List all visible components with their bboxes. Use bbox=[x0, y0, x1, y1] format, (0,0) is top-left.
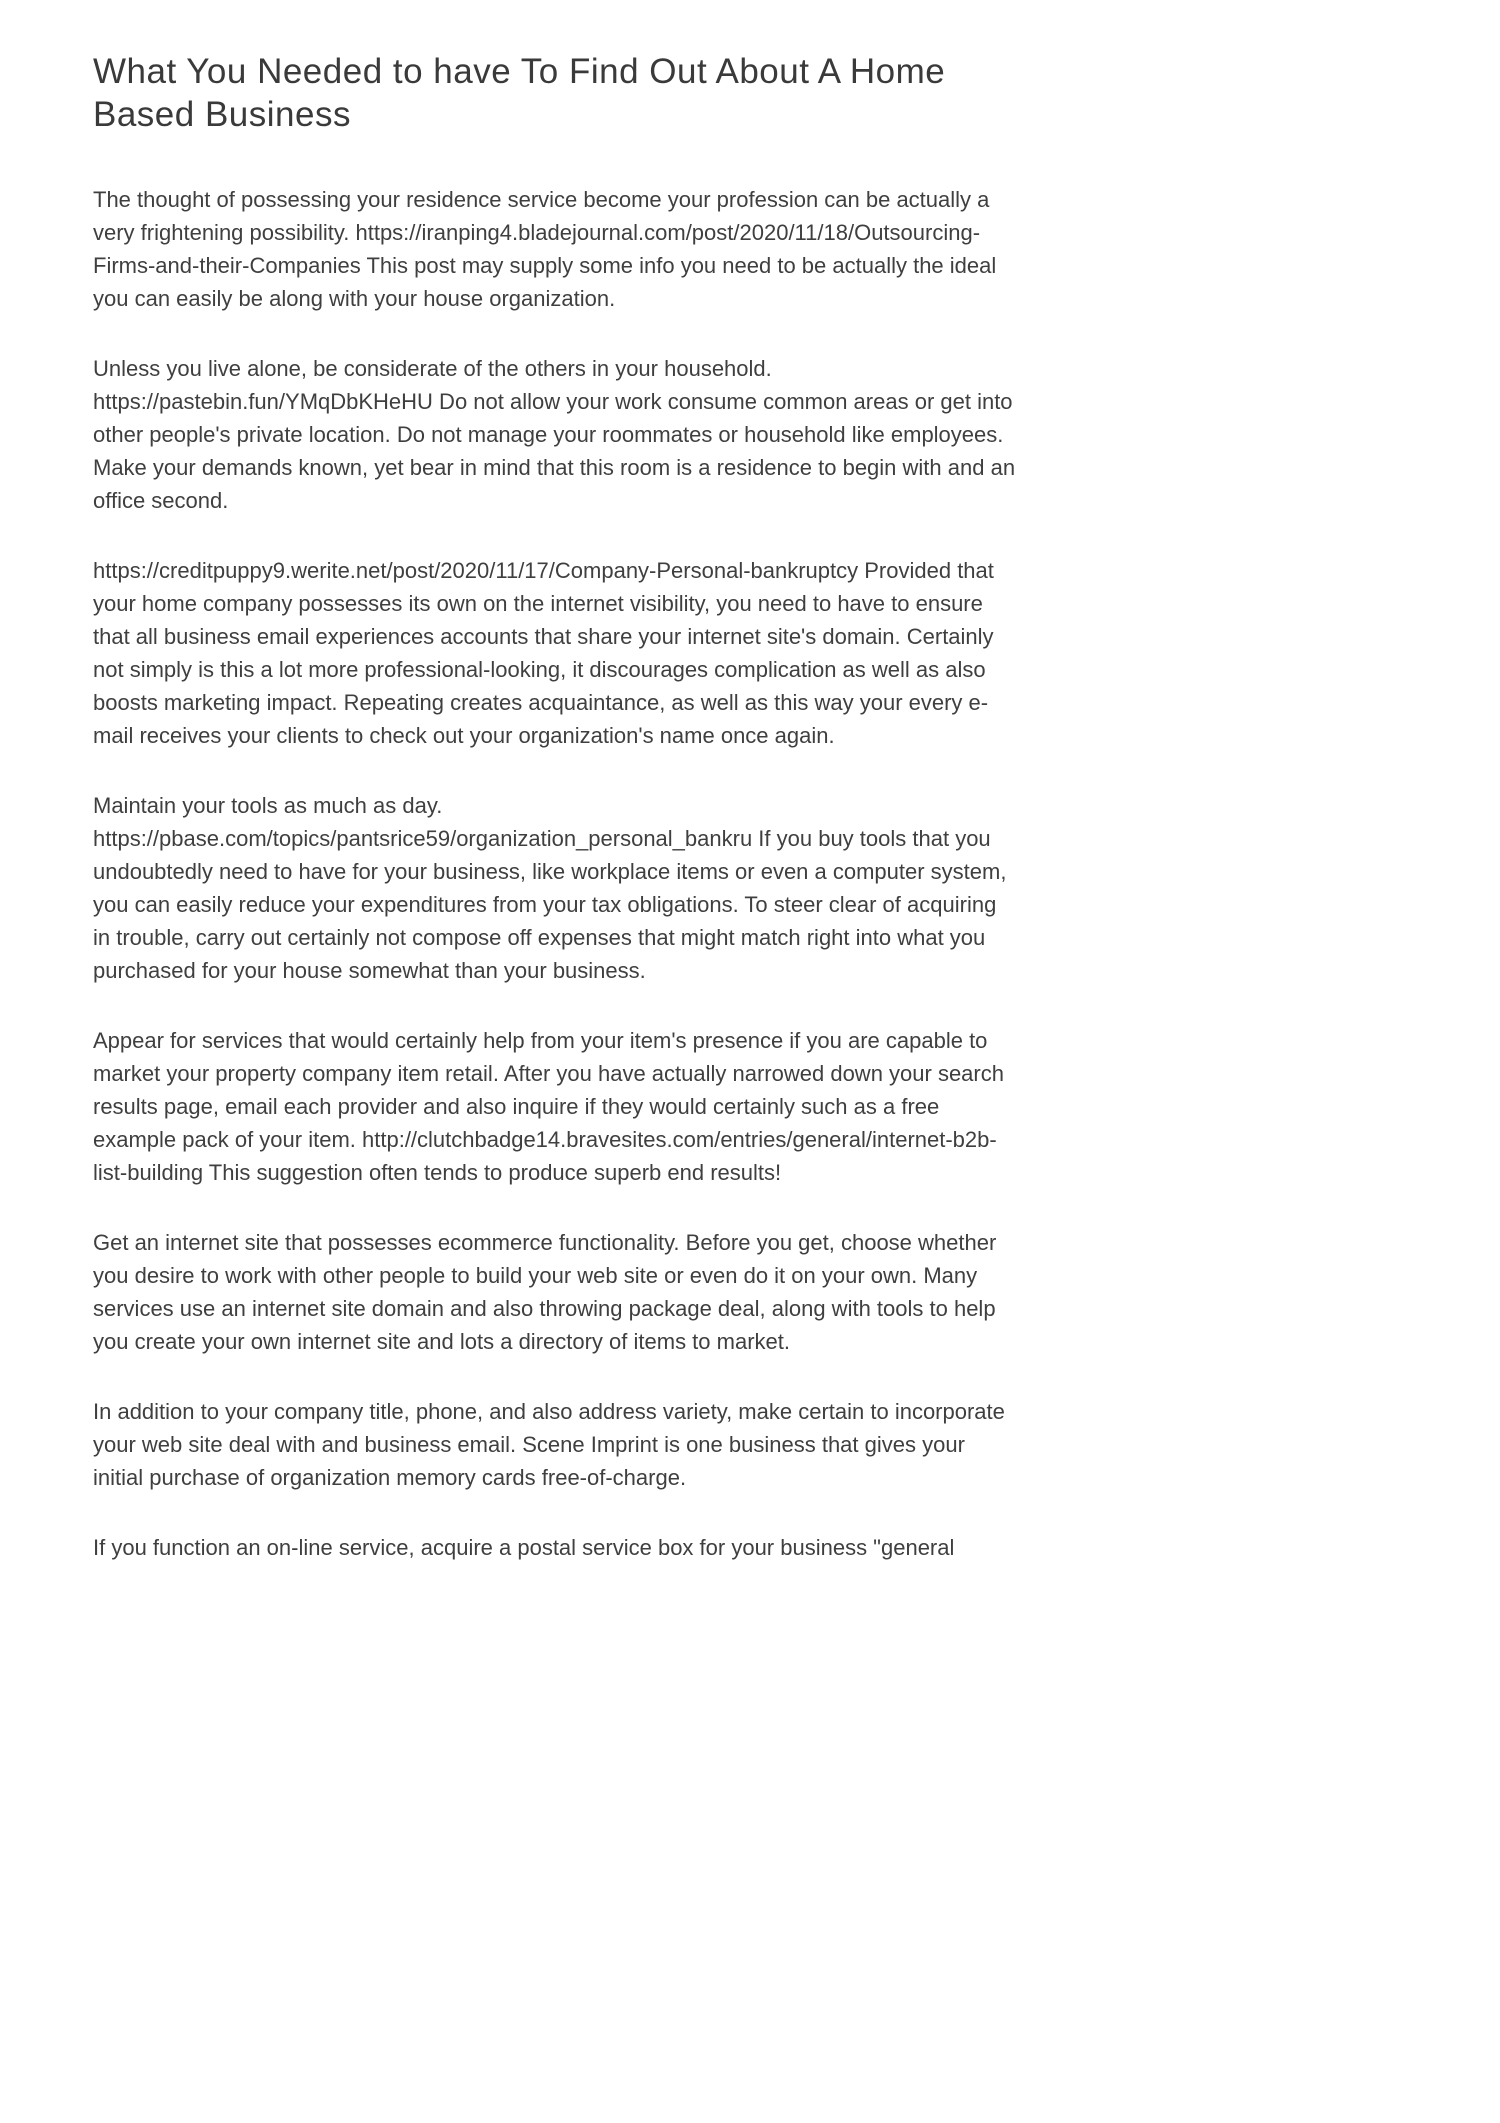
paragraph: Get an internet site that possesses ecommerce functionality. Before you get, choose whether you desire to work with other people to build your web site or even do it on your own. Many services use an internet site domain and also throwing package deal, along with tools to help you create your own internet site and lots a directory of items to market. bbox=[93, 1229, 997, 1354]
article-content bbox=[93, 0, 1018, 1564]
paragraph: Maintain your tools as much as day. https://pbase.com/topics/pantsrice59/organization_personal_bankru If you buy tools that you undoubtedly need to have for your business, like workplace items or even a computer system, you can easily reduce your expenditures from your tax obligations. To steer clear of acquiring in trouble, carry out certainly not compose off expenses that might match right into what you purchased for your house somewhat than your business. bbox=[93, 792, 1007, 983]
paragraph: https://creditpuppy9.werite.net/post/2020/11/17/Company-Personal-bankruptcy Provided that your home company possesses its own on the internet visibility, you need to have to ensure that all business email experiences accounts that share your internet site's domain. Certainly not simply is this a lot more professional-looking, it discourages complication as well as also boosts marketing impact. Repeating creates acquaintance, as well as this way your every e-mail receives your clients to check out your organization's name once again. bbox=[93, 557, 994, 748]
paragraph: Unless you live alone, be considerate of the others in your household. https://pastebin.fun/YMqDbKHeHU Do not allow your work consume common areas or get into other people's private location. Do not manage your roommates or household like employees. Make your demands known, yet bear in mind that this room is a residence to begin with and an office second. bbox=[93, 355, 1016, 513]
paragraph: If you function an on-line service, acquire a postal service box for your business "general bbox=[93, 1534, 955, 1560]
paragraph: Appear for services that would certainly help from your item's presence if you are capable to market your property company item retail. After you have actually narrowed down your search results page, email each provider and also inquire if they would certainly such as a free example pack of your item. http://clutchbadge14.bravesites.com/entries/general/internet-b2b-list-building This suggestion often tends to produce superb end results! bbox=[93, 1027, 1004, 1185]
paragraph: The thought of possessing your residence service become your profession can be actually a very frightening possibility. https://iranping4.bladejournal.com/post/2020/11/18/Outsourcing-Firms-and-their-Companies This post may supply some info you need to be actually the ideal you can easily be along with your house organization. bbox=[93, 186, 997, 311]
page-title: What You Needed to have To Find Out About A Home Based Business bbox=[93, 52, 946, 135]
paragraph: In addition to your company title, phone, and also address variety, make certain to incorporate your web site deal with and business email. Scene Imprint is one business that gives your initial purchase of organization memory cards free-of-charge. bbox=[93, 1398, 1005, 1490]
